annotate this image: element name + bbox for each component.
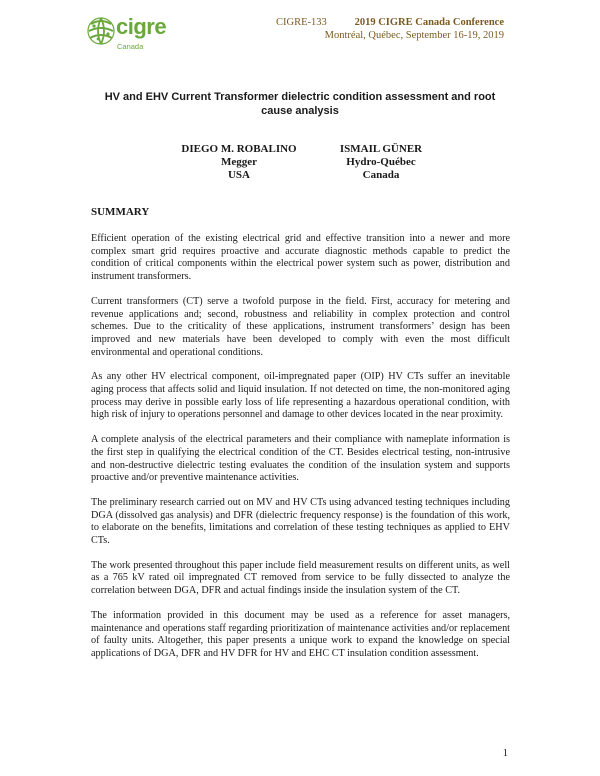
paragraph: The work presented throughout this paper include field measurement results on different units, as well as a 765 kV rated oil impregnated CT removed from service to be fully dissected to analyze the correlation between DGA, DFR and actual findings inside the insulation system of the CT. xyxy=(91,559,510,597)
conference-name: 2019 CIGRE Canada Conference xyxy=(354,17,504,28)
author-country: Canada xyxy=(362,169,400,181)
paragraph: Efficient operation of the existing electrical grid and effective transition into a newer and more complex smart grid requires proactive and accurate diagnostic methods capable to predict the condition of critical components within the electrical power system such as power, distribution and instrument transformers. xyxy=(91,233,510,283)
paragraph: As any other HV electrical component, oil-impregnated paper (OIP) HV CTs suffer an inevitable aging process that affects solid and liquid insulation. If not detected on time, the non-monitored aging process may derive in possible early loss of life representing a hazardous operational condition, with high risk of injury to operations personnel and damage to other devices located in the near proximity. xyxy=(91,371,510,421)
logo-subtitle: Canada xyxy=(117,42,144,51)
author-organization: Hydro-Québec xyxy=(346,156,416,168)
author-name: ISMAIL GÜNER xyxy=(339,143,423,155)
cigre-logo xyxy=(86,12,186,58)
paragraph: A complete analysis of the electrical parameters and their compliance with nameplate information is the first step in qualifying the electrical condition of the CT. Besides electrical testing, non-intrusive and non-destructive dielectric testing evaluates the condition of the insulation system and supports proactive and/or preventive maintenance activities. xyxy=(91,434,510,484)
paper-code: CIGRE-133 xyxy=(276,17,327,28)
logo-wordmark: cigre xyxy=(116,14,167,39)
paragraph: Current transformers (CT) serve a twofold purpose in the field. First, accuracy for metering and revenue applications and; second, robustness and reliability in complex protection and control schemes. Due to the criticality of these applications, instrument transformers’ design has been improved and new materials have been developed to comply with even the most difficult environmental and operational conditions. xyxy=(91,295,510,358)
paragraph: The information provided in this document may be used as a reference for asset managers, maintenance and operations staff regarding prioritization of maintenance activities and/or replacement of faulty units. Altogether, this paper presents a unique work to expand the knowledge on special applications of DGA, DFR and HV DFR for HV and EHC CT insulation condition assessment. xyxy=(91,609,510,659)
paper-title: HV and EHV Current Transformer dielectric condition assessment and root cause analysis xyxy=(104,91,496,117)
page-number: 1 xyxy=(502,748,508,759)
author-name: DIEGO M. ROBALINO xyxy=(181,143,297,155)
author-organization: Megger xyxy=(220,156,258,168)
author-country: USA xyxy=(227,169,250,181)
author-block xyxy=(159,143,319,182)
globe-icon xyxy=(86,14,116,48)
author-block xyxy=(301,143,461,182)
summary-heading: SUMMARY xyxy=(91,206,150,218)
paragraph: The preliminary research carried out on MV and HV CTs using advanced testing techniques including DGA (dissolved gas analysis) and DFR (dielectric frequency response) is the foundation of this work, to elaborate on the benefits, limitations and correlation of these testing techniques as applied to EHV CTs. xyxy=(91,496,510,547)
summary-body xyxy=(91,233,510,673)
conference-location-date: Montréal, Québec, September 16-19, 2019 xyxy=(324,30,504,41)
